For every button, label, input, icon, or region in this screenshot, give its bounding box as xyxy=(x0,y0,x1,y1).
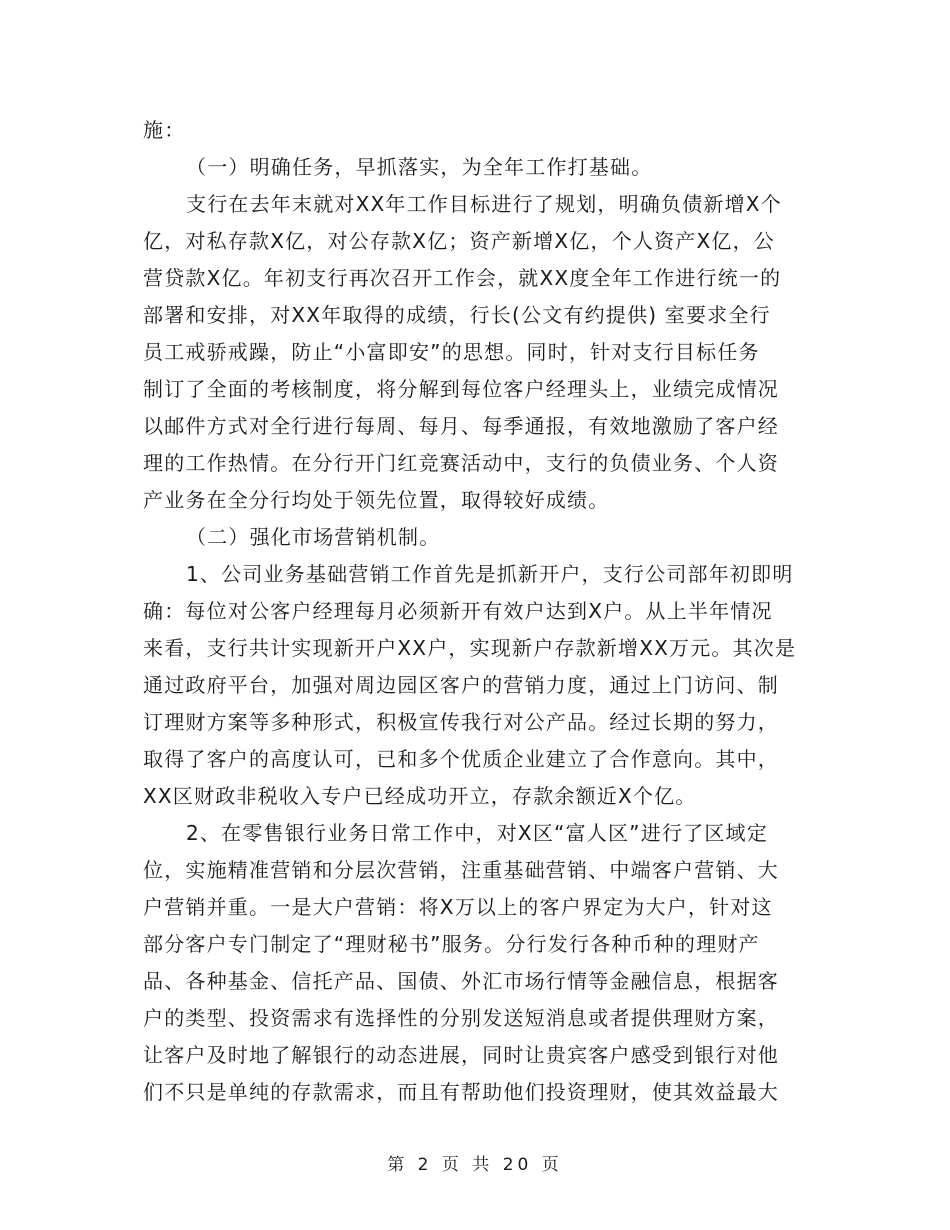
text-line: 户的类型、投资需求有选择性的分别发送短消息或者提供理财方案， xyxy=(143,1006,779,1030)
text-line: （二）强化市场营销机制。 xyxy=(186,525,441,549)
text-line: 施： xyxy=(143,118,186,142)
text-line: 部分客户专门制定了“理财秘书”服务。分行发行各种币种的理财产 xyxy=(143,932,760,956)
text-line: 通过政府平台，加强对周边园区客户的营销力度，通过上门访问、制 xyxy=(143,673,779,697)
text-line: 订理财方案等多种形式，积极宣传我行对公产品。经过长期的努力， xyxy=(143,710,779,734)
text-line: （一）明确任务，早抓落实，为全年工作打基础。 xyxy=(186,155,653,179)
page-footer: 第 2 页 共 20 页 xyxy=(387,1155,563,1175)
text-line: 2、在零售银行业务日常工作中，对X区“富人区”进行了区域定 xyxy=(186,821,768,845)
text-line: 来看，支行共计实现新开户XX户，实现新户存款新增XX万元。其次是 xyxy=(143,636,797,660)
text-line: 营贷款X亿。年初支行再次召开工作会，就XX度全年工作进行统一的 xyxy=(143,266,782,290)
text-line: 1、公司业务基础营销工作首先是抓新开户，支行公司部年初即明 xyxy=(186,562,794,586)
text-line: 们不只是单纯的存款需求，而且有帮助他们投资理财，使其效益最大 xyxy=(143,1080,779,1104)
text-line: 产业务在全分行均处于领先位置，取得较好成绩。 xyxy=(143,488,610,512)
text-line: 制订了全面的考核制度，将分解到每位客户经理头上，业绩完成情况 xyxy=(143,377,779,401)
text-line: 部署和安排，对XX年取得的成绩，行长(公文有约提供) 室要求全行 xyxy=(143,303,771,327)
document-body xyxy=(143,112,815,1111)
text-line: 以邮件方式对全行进行每周、每月、每季通报，有效地激励了客户经 xyxy=(143,414,779,438)
text-line: 让客户及时地了解银行的动态进展，同时让贵宾客户感受到银行对他 xyxy=(143,1043,779,1067)
text-line: XX区财政非税收入专户已经成功开立，存款余额近X个亿。 xyxy=(143,784,697,808)
text-line: 户营销并重。一是大户营销：将X万以上的客户界定为大户，针对这 xyxy=(143,895,773,919)
text-line: 位，实施精准营销和分层次营销，注重基础营销、中端客户营销、大 xyxy=(143,858,779,882)
text-line: 确：每位对公客户经理每月必须新开有效户达到X户。从上半年情况 xyxy=(143,599,773,623)
text-line: 支行在去年末就对XX年工作目标进行了规划，明确负债新增X个 xyxy=(186,192,782,216)
text-line: 取得了客户的高度认可，已和多个优质企业建立了合作意向。其中， xyxy=(143,747,779,771)
text-line: 员工戒骄戒躁，防止“小富即安”的思想。同时，针对支行目标任务 xyxy=(143,340,760,364)
text-line: 亿，对私存款X亿，对公存款X亿；资产新增X亿，个人资产X亿，公 xyxy=(143,229,776,253)
text-line: 理的工作热情。在分行开门红竞赛活动中，支行的负债业务、个人资 xyxy=(143,451,779,475)
text-line: 品、各种基金、信托产品、国债、外汇市场行情等金融信息，根据客 xyxy=(143,969,779,993)
